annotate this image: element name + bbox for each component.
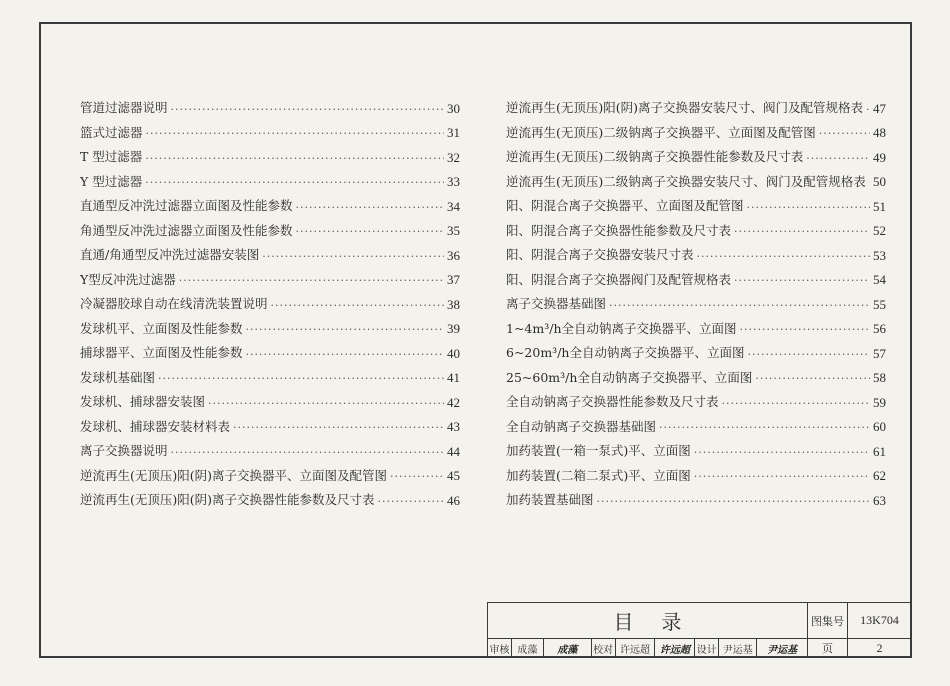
toc-entry-page: 57 — [873, 345, 886, 360]
toc-entry-page: 55 — [873, 296, 886, 311]
check-name: 许远超 — [616, 639, 656, 657]
toc-entry-title: 25~60m³/h全自动钠离子交换器平、立面图 — [506, 369, 753, 384]
toc-entry-title: 全自动钠离子交换器性能参数及尺寸表 — [506, 394, 719, 409]
toc-entry-title: 捕球器平、立面图及性能参数 — [80, 345, 243, 360]
toc-entry — [506, 115, 886, 140]
toc-entry-page: 52 — [873, 223, 886, 237]
leader-dots — [246, 324, 444, 335]
toc-entry-page: 32 — [447, 149, 460, 164]
toc-entry — [506, 482, 886, 507]
leader-dots — [158, 373, 444, 384]
leader-dots — [378, 496, 444, 507]
leader-dots — [179, 275, 444, 286]
atlas-number-label: 图集号 — [808, 603, 848, 639]
toc-entry-title: T 型过滤器 — [80, 149, 143, 164]
toc-entry — [80, 115, 460, 140]
toc-entry-page: 53 — [873, 247, 886, 262]
leader-dots — [296, 202, 444, 213]
toc-entry-page: 35 — [447, 223, 460, 237]
leader-dots — [819, 128, 870, 139]
toc-entry — [80, 384, 460, 409]
toc-entry-title: 加药装置(一箱一泵式)平、立面图 — [506, 443, 691, 458]
toc-entry-title: 6~20m³/h全自动钠离子交换器平、立面图 — [506, 345, 745, 360]
toc-entry-title: 阳、阴混合离子交换器安装尺寸表 — [506, 247, 694, 262]
review-signature: 成藻 — [544, 639, 592, 657]
toc-entry-page: 38 — [447, 296, 460, 311]
leader-dots — [747, 202, 870, 213]
toc-entry-title: 发球机基础图 — [80, 369, 156, 384]
toc-entry-page: 40 — [447, 345, 460, 360]
toc-entry-title: 逆流再生(无顶压)二级钠离子交换器安装尺寸、阀门及配管规格表 — [506, 173, 866, 188]
toc-entry — [506, 286, 886, 311]
toc-entry-title: 逆流再生(无顶压)阳(阴)离子交换器安装尺寸、阀门及配管规格表 — [506, 100, 864, 115]
leader-dots — [171, 447, 444, 458]
toc-entry — [506, 311, 886, 336]
toc-entry-title: 冷凝器胶球自动在线清洗装置说明 — [80, 296, 268, 311]
toc-entry-title: 逆流再生(无顶压)阳(阴)离子交换器平、立面图及配管图 — [80, 467, 388, 482]
leader-dots — [740, 324, 870, 335]
toc-entry — [506, 458, 886, 483]
toc-entry-title: 发球机、捕球器安装图 — [80, 394, 206, 409]
toc-entry — [80, 286, 460, 311]
leader-dots — [869, 177, 870, 188]
toc-entry-title: 直通/角通型反冲洗过滤器安装图 — [80, 247, 260, 262]
toc-entry-page: 59 — [873, 394, 886, 409]
toc-entry — [506, 213, 886, 238]
toc-entry — [80, 262, 460, 287]
leader-dots — [659, 422, 870, 433]
toc-entry-title: 1~4m³/h全自动钠离子交换器平、立面图 — [506, 320, 737, 335]
leader-dots — [296, 226, 444, 237]
toc-entry — [80, 458, 460, 483]
leader-dots — [806, 153, 870, 164]
leader-dots — [145, 153, 444, 164]
toc-entry — [80, 433, 460, 458]
page-number: 2 — [876, 640, 883, 655]
toc-entry-page: 61 — [873, 443, 886, 458]
leader-dots — [208, 398, 444, 409]
toc-entry-title: 阳、阴混合离子交换器平、立面图及配管图 — [506, 198, 744, 213]
toc-entry-page: 34 — [447, 198, 460, 213]
review-label: 审核 — [488, 639, 512, 657]
design-signature: 尹运基 — [767, 644, 798, 656]
toc-entry-page: 37 — [447, 272, 460, 286]
toc-entry-page: 43 — [447, 419, 460, 433]
toc-entry — [506, 188, 886, 213]
leader-dots — [171, 104, 444, 115]
check-signature: 许远超 — [655, 639, 695, 657]
toc-entry — [506, 237, 886, 262]
toc-entry-title: Y型反冲洗过滤器 — [80, 271, 176, 286]
toc-entry-title: 全自动钠离子交换器基础图 — [506, 418, 657, 433]
toc-entry-title: 逆流再生(无顶压)二级钠离子交换器平、立面图及配管图 — [506, 124, 816, 139]
check-label: 校对 — [592, 639, 616, 657]
design-label: 设计 — [695, 639, 719, 657]
toc-entry-page: 30 — [447, 100, 460, 115]
toc-entry — [80, 482, 460, 507]
toc-entry — [80, 409, 460, 434]
toc-left-column — [80, 90, 460, 507]
leader-dots — [694, 471, 870, 482]
leader-dots — [262, 251, 444, 262]
signature-row — [488, 639, 808, 657]
toc-entry — [506, 409, 886, 434]
toc-entry-title: 阳、阴混合离子交换器性能参数及尺寸表 — [506, 222, 732, 237]
toc-entry-title: 离子交换器说明 — [80, 443, 168, 458]
toc-entry — [506, 335, 886, 360]
page-label: 页 — [808, 639, 848, 657]
toc-entry-page: 51 — [873, 198, 886, 213]
toc-entry-page: 62 — [873, 468, 886, 482]
toc-entry — [80, 335, 460, 360]
toc-entry-page: 48 — [873, 125, 886, 139]
toc-entry-title: 阳、阴混合离子交换器阀门及配管规格表 — [506, 271, 732, 286]
leader-dots — [246, 349, 444, 360]
leader-dots — [271, 300, 444, 311]
toc-entry-title: 加药装置基础图 — [506, 492, 594, 507]
toc-entry-title: 角通型反冲洗过滤器立面图及性能参数 — [80, 222, 293, 237]
atlas-number: 13K704 — [848, 603, 911, 639]
sheet-title: 目录 — [488, 603, 808, 639]
toc-entry-title: 离子交换器基础图 — [506, 296, 607, 311]
leader-dots — [747, 349, 870, 360]
toc-entry-title: 发球机平、立面图及性能参数 — [80, 320, 243, 335]
toc-entry-title: 发球机、捕球器安装材料表 — [80, 418, 231, 433]
toc-entry-page: 60 — [873, 419, 886, 433]
toc-entry — [80, 360, 460, 385]
toc-entry — [80, 213, 460, 238]
toc-entry-page: 44 — [447, 443, 460, 458]
leader-dots — [697, 251, 870, 262]
toc-entry — [80, 164, 460, 189]
leader-dots — [390, 471, 444, 482]
toc-entry-page: 33 — [447, 174, 460, 188]
toc-entry-title: 加药装置(二箱二泵式)平、立面图 — [506, 467, 691, 482]
toc-entry — [80, 311, 460, 336]
toc-right-column — [506, 90, 886, 507]
toc-entry-title: 逆流再生(无顶压)阳(阴)离子交换器性能参数及尺寸表 — [80, 492, 375, 507]
toc-entry-title: 直通型反冲洗过滤器立面图及性能参数 — [80, 198, 293, 213]
toc-entry — [506, 384, 886, 409]
toc-entry-title: 管道过滤器说明 — [80, 100, 168, 115]
toc-entry-page: 47 — [873, 100, 886, 115]
toc-entry-page: 42 — [447, 394, 460, 409]
leader-dots — [146, 128, 444, 139]
toc-entry-page: 58 — [873, 370, 886, 384]
toc-entry — [506, 262, 886, 287]
title-block — [487, 602, 910, 656]
toc-entry — [506, 164, 886, 189]
leader-dots — [866, 104, 870, 115]
toc-entry-page: 36 — [447, 247, 460, 262]
toc-entry-page: 63 — [873, 492, 886, 507]
toc-entry-title: 逆流再生(无顶压)二级钠离子交换器性能参数及尺寸表 — [506, 149, 804, 164]
toc-entry-page: 31 — [447, 125, 460, 139]
leader-dots — [145, 177, 444, 188]
leader-dots — [755, 373, 870, 384]
toc-entry — [80, 237, 460, 262]
leader-dots — [597, 496, 870, 507]
toc-entry-page: 56 — [873, 321, 886, 335]
review-name: 成藻 — [512, 639, 544, 657]
design-name: 尹运基 — [719, 639, 757, 657]
toc-entry-title: 篮式过滤器 — [80, 124, 143, 139]
toc-entry — [506, 433, 886, 458]
toc-entry — [80, 188, 460, 213]
toc-entry — [80, 90, 460, 115]
toc-entry — [80, 139, 460, 164]
toc-entry — [506, 360, 886, 385]
leader-dots — [734, 275, 870, 286]
toc-entry-page: 54 — [873, 272, 886, 286]
toc-entry-title: Y 型过滤器 — [80, 173, 143, 188]
toc-entry — [506, 90, 886, 115]
leader-dots — [233, 422, 444, 433]
toc-entry-page: 39 — [447, 321, 460, 335]
leader-dots — [694, 447, 870, 458]
toc-entry — [506, 139, 886, 164]
toc-entry-page: 45 — [447, 468, 460, 482]
toc-entry-page: 49 — [873, 149, 886, 164]
toc-entry-page: 41 — [447, 370, 460, 384]
toc-entry-page: 46 — [447, 492, 460, 507]
toc-entry-page: 50 — [873, 174, 886, 188]
leader-dots — [722, 398, 870, 409]
leader-dots — [609, 300, 870, 311]
leader-dots — [734, 226, 870, 237]
